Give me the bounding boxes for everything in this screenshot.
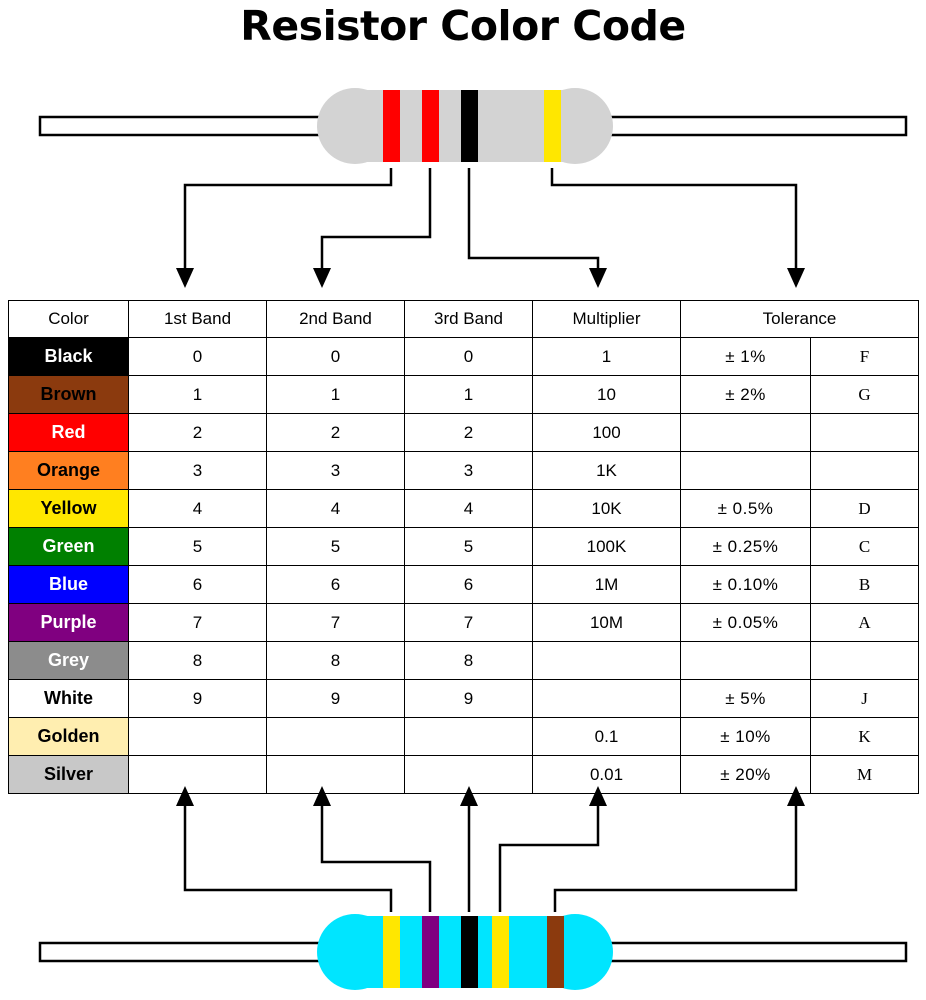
cell-band-2: 8 xyxy=(267,642,405,680)
cell-band-2: 1 xyxy=(267,376,405,414)
bottom-band-3 xyxy=(461,916,478,988)
header-multiplier: Multiplier xyxy=(533,301,681,338)
cell-tolerance-value xyxy=(681,642,811,680)
cell-tolerance-code xyxy=(811,452,919,490)
cell-band-2: 7 xyxy=(267,604,405,642)
cell-multiplier: 10 xyxy=(533,376,681,414)
bottom-band-2 xyxy=(422,916,439,988)
cell-color-green: Green xyxy=(9,528,129,566)
cell-tolerance-code: F xyxy=(811,338,919,376)
top-arrowhead-4 xyxy=(787,268,805,288)
bottom-resistor-left-lead xyxy=(40,943,330,961)
table-row xyxy=(9,528,919,566)
table-row xyxy=(9,414,919,452)
cell-color-grey: Grey xyxy=(9,642,129,680)
cell-band-3 xyxy=(405,718,533,756)
cell-band-3: 0 xyxy=(405,338,533,376)
cell-band-1: 8 xyxy=(129,642,267,680)
cell-band-3: 4 xyxy=(405,490,533,528)
table-row xyxy=(9,452,919,490)
cell-tolerance-value: ± 0.25% xyxy=(681,528,811,566)
cell-color-red: Red xyxy=(9,414,129,452)
cell-band-1: 4 xyxy=(129,490,267,528)
cell-tolerance-code xyxy=(811,414,919,452)
top-arrow-band-1 xyxy=(185,168,391,272)
cell-color-orange: Orange xyxy=(9,452,129,490)
header-tolerance: Tolerance xyxy=(681,301,919,338)
cell-band-1: 0 xyxy=(129,338,267,376)
cell-tolerance-value: ± 0.05% xyxy=(681,604,811,642)
table-row xyxy=(9,338,919,376)
top-band-2 xyxy=(422,90,439,162)
top-arrowhead-3 xyxy=(589,268,607,288)
cell-color-blue: Blue xyxy=(9,566,129,604)
top-arrowhead-1 xyxy=(176,268,194,288)
cell-tolerance-value xyxy=(681,452,811,490)
cell-tolerance-value: ± 2% xyxy=(681,376,811,414)
cell-tolerance-code: M xyxy=(811,756,919,794)
cell-band-3: 8 xyxy=(405,642,533,680)
cell-multiplier: 1K xyxy=(533,452,681,490)
cell-multiplier: 0.1 xyxy=(533,718,681,756)
cell-band-3: 2 xyxy=(405,414,533,452)
cell-band-3: 9 xyxy=(405,680,533,718)
bottom-band-1 xyxy=(383,916,400,988)
cell-color-white: White xyxy=(9,680,129,718)
cell-band-2: 6 xyxy=(267,566,405,604)
table-row xyxy=(9,604,919,642)
cell-band-3: 1 xyxy=(405,376,533,414)
header-band-2: 2nd Band xyxy=(267,301,405,338)
cell-multiplier: 0.01 xyxy=(533,756,681,794)
cell-tolerance-value xyxy=(681,414,811,452)
bottom-arrow-band-2 xyxy=(322,803,430,912)
cell-multiplier: 10K xyxy=(533,490,681,528)
cell-band-1: 1 xyxy=(129,376,267,414)
bottom-arrow-band-1 xyxy=(185,803,391,912)
cell-tolerance-value: ± 20% xyxy=(681,756,811,794)
cell-band-3 xyxy=(405,756,533,794)
cell-color-purple: Purple xyxy=(9,604,129,642)
table-row xyxy=(9,642,919,680)
cell-band-3: 6 xyxy=(405,566,533,604)
table-row xyxy=(9,680,919,718)
top-resistor-left-lead xyxy=(40,117,330,135)
cell-band-2: 2 xyxy=(267,414,405,452)
table-body xyxy=(9,338,919,794)
bottom-arrow-band-4 xyxy=(500,803,598,912)
cell-multiplier: 1 xyxy=(533,338,681,376)
bottom-resistor-right-lead xyxy=(596,943,906,961)
cell-tolerance-value: ± 0.5% xyxy=(681,490,811,528)
top-arrow-band-2 xyxy=(322,168,430,272)
cell-tolerance-code: C xyxy=(811,528,919,566)
cell-band-1: 2 xyxy=(129,414,267,452)
resistor-color-table-wrap xyxy=(8,300,918,794)
cell-band-2: 0 xyxy=(267,338,405,376)
cell-band-2 xyxy=(267,756,405,794)
cell-multiplier xyxy=(533,680,681,718)
cell-multiplier: 100K xyxy=(533,528,681,566)
bottom-band-4 xyxy=(492,916,509,988)
cell-color-yellow: Yellow xyxy=(9,490,129,528)
table-row xyxy=(9,718,919,756)
bottom-arrow-band-5 xyxy=(555,803,796,912)
cell-tolerance-code: D xyxy=(811,490,919,528)
cell-band-3: 7 xyxy=(405,604,533,642)
table-row xyxy=(9,566,919,604)
cell-band-2: 9 xyxy=(267,680,405,718)
cell-band-1: 9 xyxy=(129,680,267,718)
cell-tolerance-code xyxy=(811,642,919,680)
bottom-band-5 xyxy=(547,916,564,988)
cell-tolerance-code: J xyxy=(811,680,919,718)
cell-color-golden: Golden xyxy=(9,718,129,756)
resistor-color-table xyxy=(8,300,919,794)
cell-band-1 xyxy=(129,756,267,794)
cell-color-silver: Silver xyxy=(9,756,129,794)
table-row xyxy=(9,376,919,414)
cell-multiplier: 10M xyxy=(533,604,681,642)
cell-band-1: 7 xyxy=(129,604,267,642)
cell-tolerance-value: ± 0.10% xyxy=(681,566,811,604)
table-row xyxy=(9,756,919,794)
top-arrow-band-3 xyxy=(469,168,598,272)
cell-band-1: 5 xyxy=(129,528,267,566)
cell-tolerance-value: ± 1% xyxy=(681,338,811,376)
cell-multiplier xyxy=(533,642,681,680)
cell-band-2: 4 xyxy=(267,490,405,528)
cell-band-1: 3 xyxy=(129,452,267,490)
top-band-4 xyxy=(544,90,561,162)
cell-band-3: 5 xyxy=(405,528,533,566)
top-resistor-right-lead xyxy=(596,117,906,135)
cell-tolerance-code: G xyxy=(811,376,919,414)
page-title: Resistor Color Code xyxy=(240,2,686,50)
cell-tolerance-code: K xyxy=(811,718,919,756)
cell-band-2: 3 xyxy=(267,452,405,490)
header-band-1: 1st Band xyxy=(129,301,267,338)
top-arrow-band-4 xyxy=(552,168,796,272)
cell-band-2 xyxy=(267,718,405,756)
cell-multiplier: 1M xyxy=(533,566,681,604)
top-band-1 xyxy=(383,90,400,162)
cell-tolerance-code: B xyxy=(811,566,919,604)
cell-band-2: 5 xyxy=(267,528,405,566)
cell-color-black: Black xyxy=(9,338,129,376)
cell-tolerance-value: ± 10% xyxy=(681,718,811,756)
cell-tolerance-value: ± 5% xyxy=(681,680,811,718)
cell-color-brown: Brown xyxy=(9,376,129,414)
table-row xyxy=(9,490,919,528)
table-header-row xyxy=(9,301,919,338)
top-arrowhead-2 xyxy=(313,268,331,288)
cell-band-1: 6 xyxy=(129,566,267,604)
top-band-3 xyxy=(461,90,478,162)
cell-tolerance-code: A xyxy=(811,604,919,642)
cell-band-1 xyxy=(129,718,267,756)
header-band-3: 3rd Band xyxy=(405,301,533,338)
cell-band-3: 3 xyxy=(405,452,533,490)
cell-multiplier: 100 xyxy=(533,414,681,452)
header-color: Color xyxy=(9,301,129,338)
